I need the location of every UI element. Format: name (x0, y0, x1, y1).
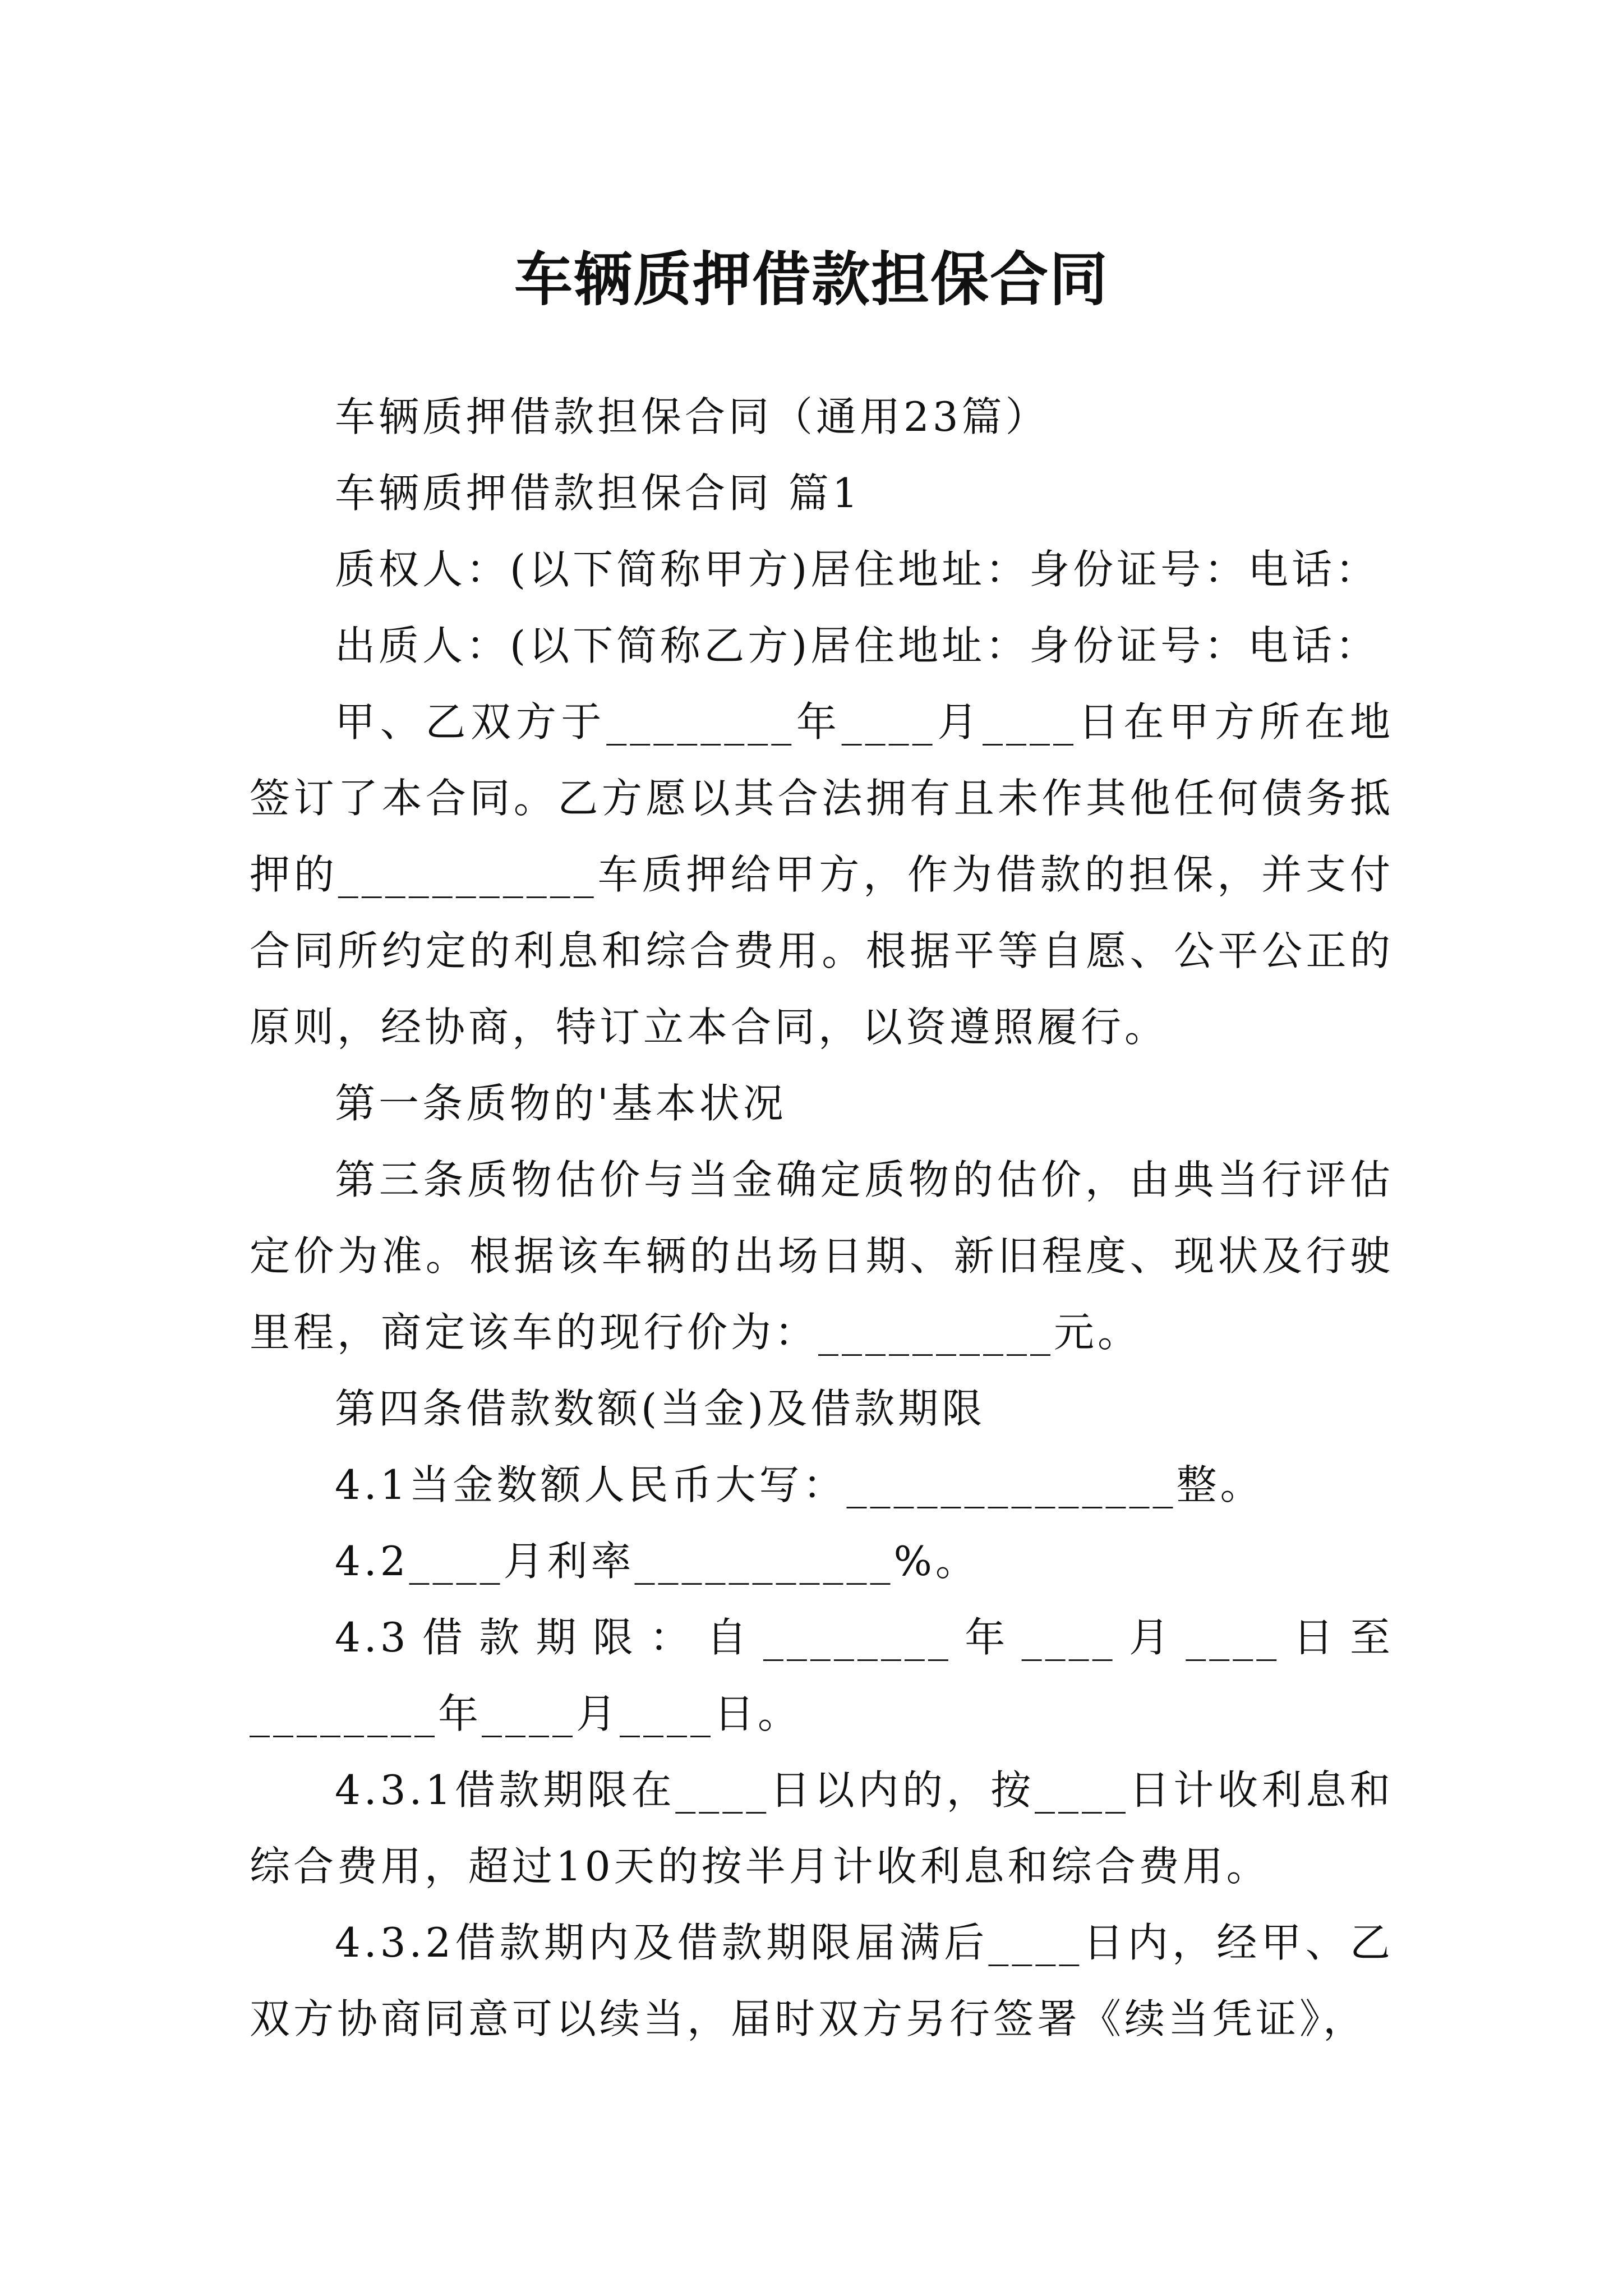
document-body (250, 379, 1394, 2057)
paragraph-4-3-2: 4.3.2借款期内及借款期限届满后____日内，经甲、乙双方协商同意可以续当，届时双方另行签署《续当凭证》， (250, 1919, 1394, 2042)
paragraph-4-3-1: 4.3.1借款期限在____日以内的，按____日计收利息和综合费用，超过10天的按半月计收利息和综合费用。 (250, 1766, 1394, 1890)
paragraph-article-4: 第四条借款数额(当金)及借款期限 (335, 1385, 986, 1432)
document-title: 车辆质押借款担保合同 (514, 244, 1109, 314)
paragraph-pledgor: 出质人：(以下简称乙方)居住地址：身份证号：电话： (335, 622, 1380, 669)
paragraph-4-3: 4.3借款期限：自________年____月____日至________年____月____日。 (250, 1614, 1394, 1737)
paragraph-4-2: 4.2____月利率___________%。 (335, 1538, 979, 1585)
paragraph-preamble: 甲、乙双方于________年____月____日在甲方所在地签订了本合同。乙方愿以其合法拥有且未作其他任何债务抵押的___________车质押给甲方，作为借款的担保，并支付合同所约定的利息和综合费用。根据平等自愿、公平公正的原则，经协商，特订立本合同，以资遵照履行。 (250, 698, 1394, 1051)
paragraph-4-1: 4.1当金数额人民币大写：______________整。 (335, 1461, 1264, 1508)
paragraph-subtitle: 车辆质押借款担保合同（通用23篇） (335, 393, 1049, 440)
paragraph-article-1: 第一条质物的'基本状况 (335, 1080, 787, 1127)
paragraph-pledgee: 质权人：(以下简称甲方)居住地址：身份证号：电话： (335, 546, 1380, 593)
paragraph-article-3: 第三条质物估价与当金确定质物的估价，由典当行评估定价为准。根据该车辆的出场日期、新旧程度、现状及行驶里程，商定该车的现行价为：__________元。 (250, 1156, 1394, 1356)
paragraph-section-heading: 车辆质押借款担保合同 篇1 (335, 470, 861, 517)
